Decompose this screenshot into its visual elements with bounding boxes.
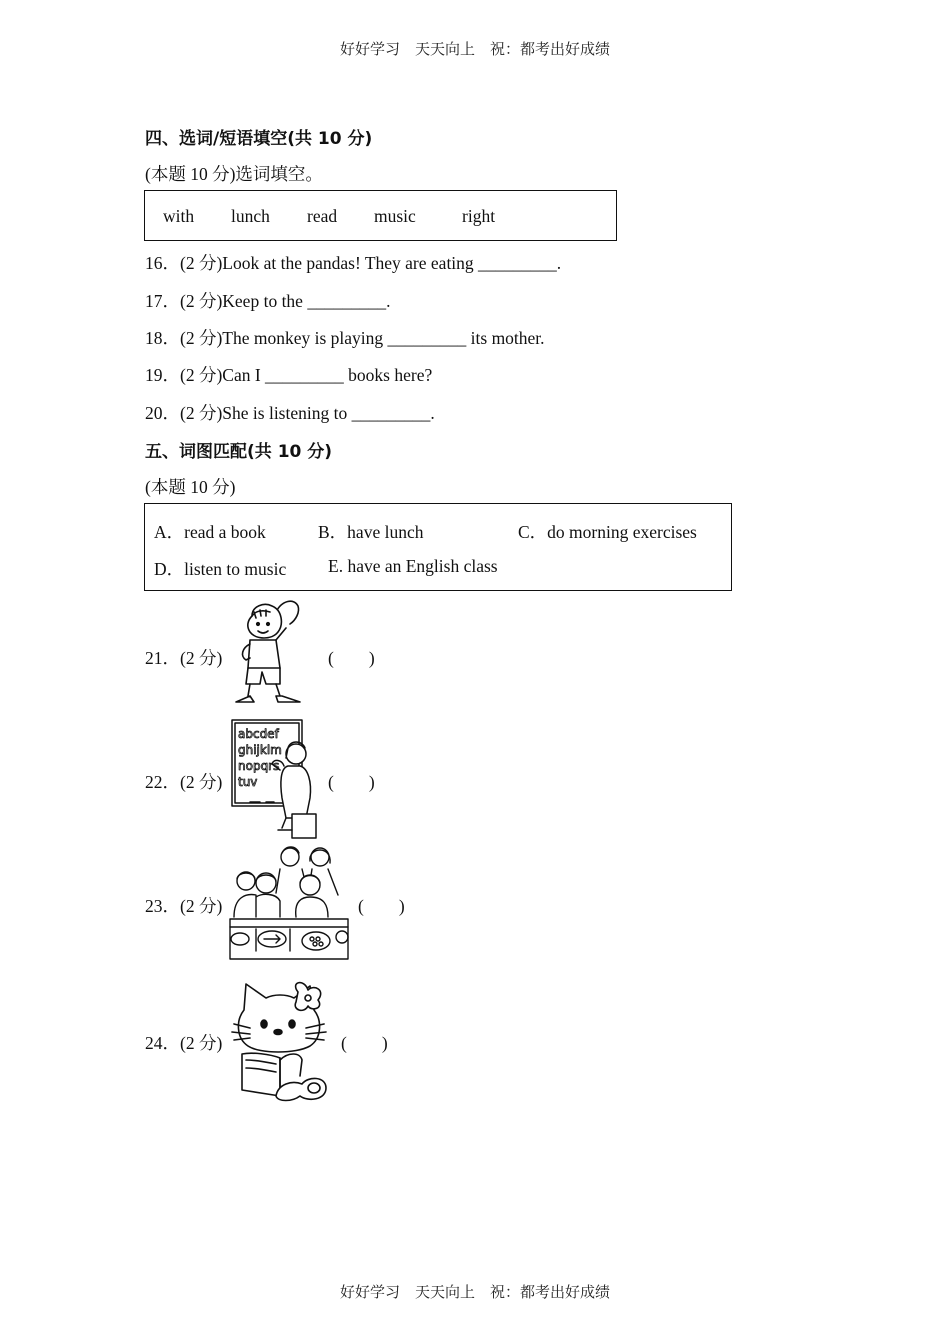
options-box <box>144 503 732 591</box>
word-bank-word: lunch <box>231 206 270 226</box>
section-five-instruction: (本题 10 分) <box>145 477 236 497</box>
word-bank-word: right <box>462 206 496 226</box>
teacher-blackboard-image <box>230 718 322 840</box>
section-four-instruction: (本题 10 分)选词填空。 <box>145 164 323 184</box>
cat-reading-book-image <box>230 980 330 1104</box>
question-24-label: 24．(2 分) <box>145 1033 223 1053</box>
option-b: B．have lunch <box>318 522 424 542</box>
family-dinner-image <box>228 845 350 963</box>
board-text: tuv <box>238 775 258 789</box>
board-text: nopqrs <box>238 759 280 773</box>
question-21-label: 21．(2 分) <box>145 648 223 668</box>
board-text: abcdef <box>238 727 279 741</box>
page-header: 好好学习 天天向上 祝：都考出好成绩 <box>339 40 610 58</box>
question-16: 16．(2 分)Look at the pandas! They are eating _________. <box>145 253 562 273</box>
question-19: 19．(2 分)Can I _________ books here? <box>145 365 433 385</box>
answer-blank: ( ) <box>341 1033 388 1053</box>
option-c: C．do morning exercises <box>518 522 697 542</box>
answer-blank: ( ) <box>328 772 375 792</box>
option-e: E. have an English class <box>328 556 498 576</box>
boy-stretching-image <box>230 598 304 706</box>
option-d: D．listen to music <box>154 559 287 579</box>
option-a: A．read a book <box>154 522 266 542</box>
question-18: 18．(2 分)The monkey is playing _________ its mother. <box>145 328 545 348</box>
question-17: 17．(2 分)Keep to the _________. <box>145 291 391 311</box>
word-bank-word: read <box>307 206 338 226</box>
word-bank-box <box>144 190 617 241</box>
word-bank-word: music <box>374 206 416 226</box>
section-five-title: 五、词图匹配(共 10 分) <box>145 442 333 462</box>
question-20: 20．(2 分)She is listening to _________. <box>145 403 435 423</box>
question-22-label: 22．(2 分) <box>145 772 223 792</box>
board-text: ghijklm <box>238 743 282 757</box>
question-23-label: 23．(2 分) <box>145 896 223 916</box>
answer-blank: ( ) <box>358 896 405 916</box>
page-footer: 好好学习 天天向上 祝：都考出好成绩 <box>339 1283 610 1301</box>
section-four-title: 四、选词/短语填空(共 10 分) <box>145 129 373 149</box>
answer-blank: ( ) <box>328 648 375 668</box>
word-bank-word: with <box>163 206 195 226</box>
